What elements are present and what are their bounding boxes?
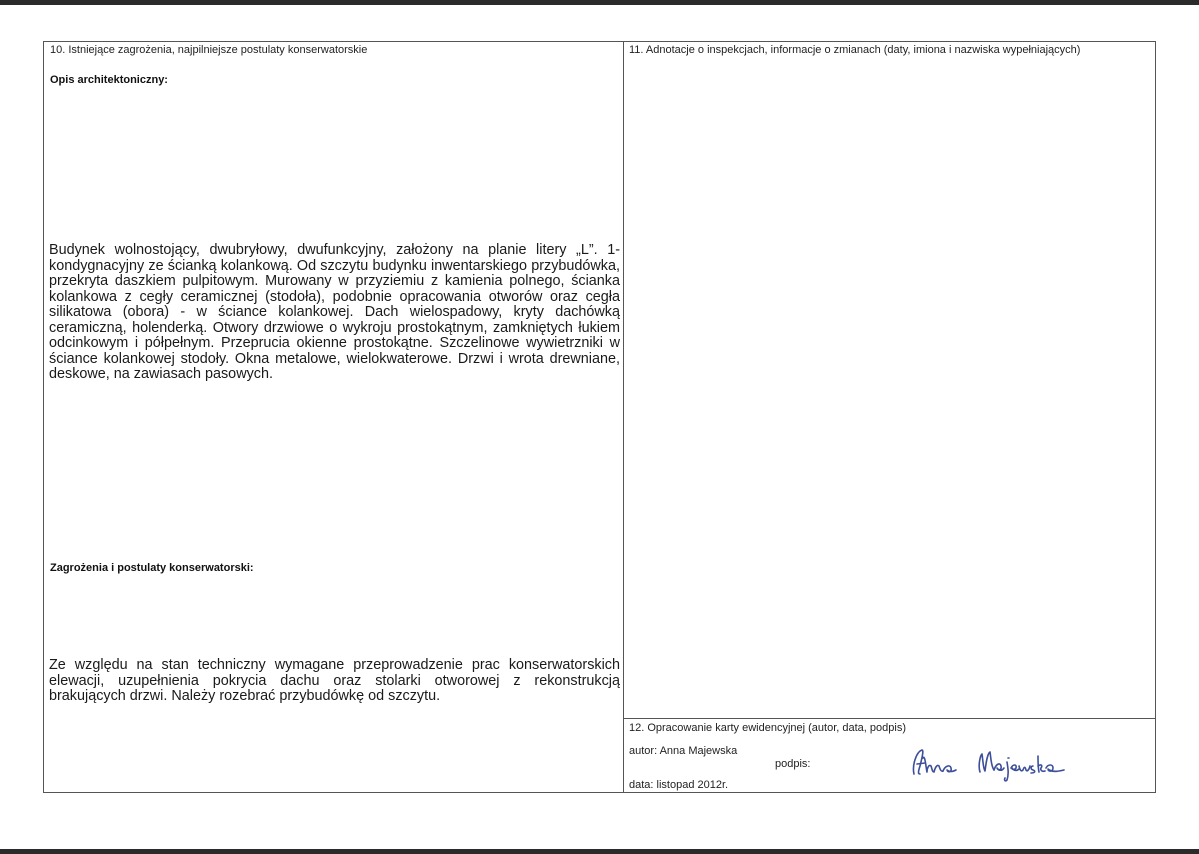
signature-label: podpis: [775, 758, 811, 770]
threats-heading: Zagrożenia i postulaty konserwatorski: [50, 562, 254, 574]
section-12-title: 12. Opracowanie karty ewidencyjnej (autor, data, podpis) [629, 722, 906, 734]
author-field: autor: Anna Majewska [629, 745, 738, 757]
scan-top-edge [0, 0, 1199, 5]
architectural-description-text: Budynek wolnostojący, dwubryłowy, dwufunkcyjny, założony na planie litery „L”. 1-kondygnacyjny ze ścianką kolankową. Od szczytu budynku inwentarskiego przybudówka, przekryta daszkiem pulpitowym. Murowany w przyziemiu z kamienia polnego, ścianka kolankowa z cegły ceramicznej (stodoła), podobnie opracowania otworów oraz cegła silikatowa (obora) - w ściance kolankowej. Dach wielospadowy, kryty dachówką ceramiczną, holenderką. Otwory drzwiowe o wykroju prostokątnym, zamkniętych łukiem odcinkowym i półpełnym. Przeprucia okienne prostokątne. Szczelinowe wywietrzniki w ściance kolankowej stodoły. Okna metalowe, wielokwaterowe. Drzwi i wrota drewniane, deskowe, na zawiasach pasowych. [49, 242, 620, 382]
scan-bottom-edge [0, 849, 1199, 854]
section-11-title: 11. Adnotacje o inspekcjach, informacje o zmianach (daty, imiona i nazwiska wypełniających) [629, 44, 1081, 56]
date-field: data: listopad 2012r. [629, 779, 729, 791]
threats-text: Ze względu na stan techniczny wymagane przeprowadzenie prac konserwatorskich elewacji, uzupełnienia pokrycia dachu oraz stolarki otworowej z rekonstrukcją brakujących drzwi. Należy rozebrać przybudówkę od szczytu. [49, 657, 620, 704]
record-card-form [43, 41, 1156, 793]
section-10-title: 10. Istniejące zagrożenia, najpilniejsze postulaty konserwatorskie [50, 44, 368, 56]
handwritten-signature [908, 744, 1088, 784]
column-divider [623, 42, 624, 793]
section-12-divider [624, 718, 1156, 719]
architectural-description-heading: Opis architektoniczny: [50, 74, 168, 86]
